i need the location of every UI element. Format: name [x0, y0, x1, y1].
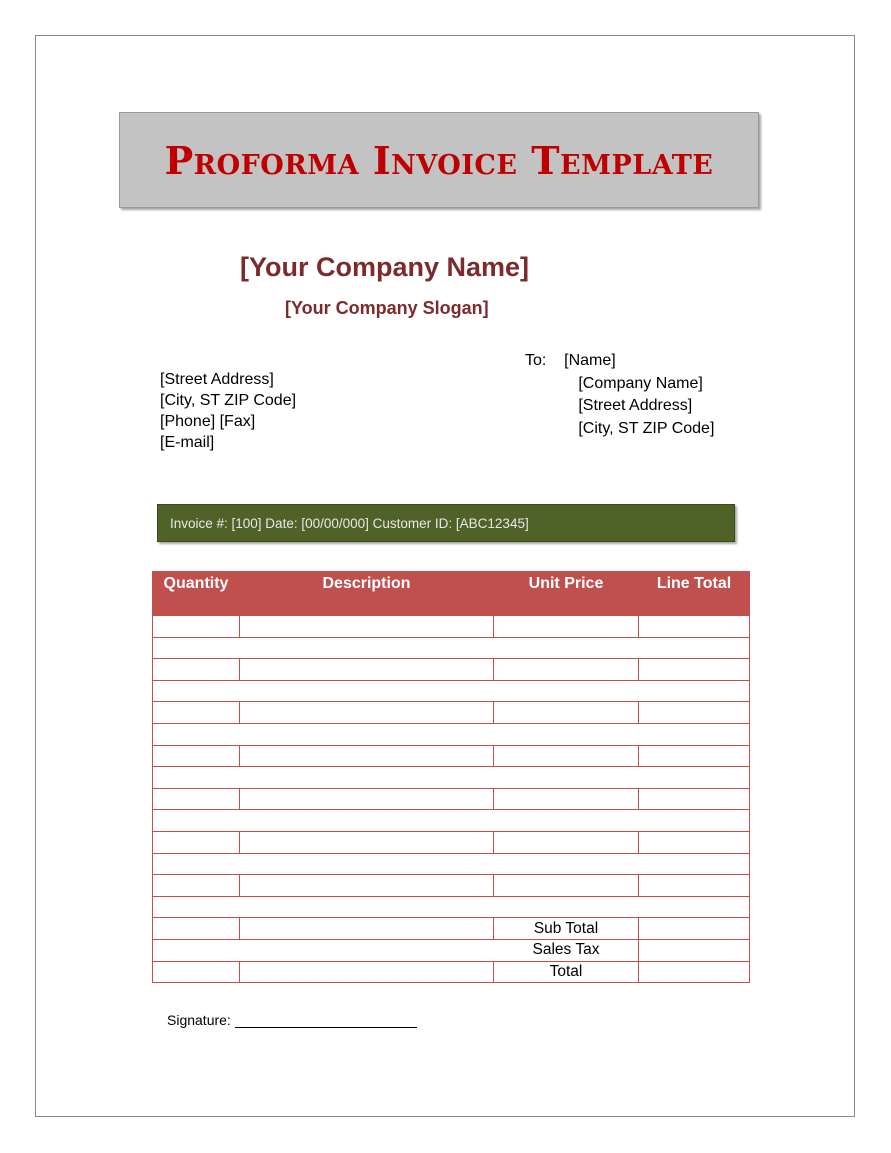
quantity-cell — [153, 918, 240, 940]
line-total-cell[interactable] — [639, 831, 750, 853]
recipient-name: [Name] — [564, 352, 616, 369]
table-row — [153, 788, 750, 810]
quantity-cell — [153, 961, 240, 983]
spacer-cell — [153, 723, 750, 745]
quantity-cell[interactable] — [153, 875, 240, 897]
signature-label: Signature: — [167, 1012, 231, 1028]
unit-price-cell[interactable] — [494, 745, 639, 767]
spacer-cell — [153, 767, 750, 789]
column-header-description: Description — [240, 572, 494, 616]
spacer-cell — [153, 853, 750, 875]
sender-address — [160, 369, 310, 453]
description-cell[interactable] — [240, 831, 494, 853]
line-total-cell[interactable] — [639, 659, 750, 681]
table-header-row — [153, 572, 750, 616]
description-cell[interactable] — [240, 616, 494, 638]
unit-price-cell[interactable] — [494, 788, 639, 810]
sales-tax-value-cell[interactable] — [639, 939, 750, 961]
line-total-cell[interactable] — [639, 745, 750, 767]
company-slogan: [Your Company Slogan] — [285, 298, 489, 318]
invoice-info-text: Invoice #: [100] Date: [00/00/000] Customer ID: [ABC12345] — [170, 515, 529, 531]
sender-city: [City, ST ZIP Code] — [160, 392, 297, 409]
signature-field — [167, 1012, 417, 1028]
quantity-cell[interactable] — [153, 788, 240, 810]
table-row — [153, 896, 750, 918]
quantity-cell[interactable] — [153, 702, 240, 724]
description-cell[interactable] — [240, 659, 494, 681]
sales-tax-label — [153, 939, 639, 961]
recipient-company: [Company Name] — [578, 374, 703, 392]
table-row — [153, 723, 750, 745]
line-total-cell[interactable] — [639, 702, 750, 724]
total-row — [153, 961, 750, 983]
table-row — [153, 637, 750, 659]
sales-tax-row — [153, 939, 750, 961]
sender-street: [Street Address] — [160, 371, 274, 388]
description-cell — [240, 961, 494, 983]
table-row — [153, 853, 750, 875]
table-row — [153, 875, 750, 897]
column-header-line-total: Line Total — [639, 572, 750, 616]
quantity-cell[interactable] — [153, 616, 240, 638]
description-cell[interactable] — [240, 788, 494, 810]
table-row — [153, 745, 750, 767]
sender-email: [E-mail] — [160, 434, 215, 451]
sales-tax-text: Sales Tax — [532, 941, 600, 959]
recipient-street: [Street Address] — [578, 397, 693, 414]
table-row — [153, 702, 750, 724]
unit-price-cell[interactable] — [494, 702, 639, 724]
sender-phone-fax: [Phone] [Fax] — [160, 413, 256, 430]
subtotal-label: Sub Total — [494, 918, 639, 940]
description-cell[interactable] — [240, 875, 494, 897]
company-name: [Your Company Name] — [240, 252, 530, 282]
table-row — [153, 659, 750, 681]
unit-price-cell[interactable] — [494, 831, 639, 853]
spacer-cell — [153, 637, 750, 659]
table-row — [153, 616, 750, 638]
signature-line[interactable] — [235, 1013, 417, 1028]
quantity-cell[interactable] — [153, 745, 240, 767]
document-title: Proforma Invoice Template — [164, 137, 714, 183]
invoice-info-bar — [157, 504, 735, 542]
table-row — [153, 680, 750, 702]
description-cell — [240, 918, 494, 940]
unit-price-cell[interactable] — [494, 616, 639, 638]
spacer-cell — [153, 810, 750, 832]
spacer-cell — [153, 680, 750, 702]
recipient-block — [525, 350, 715, 440]
description-cell[interactable] — [240, 702, 494, 724]
table-row — [153, 767, 750, 789]
recipient-city: [City, ST ZIP Code] — [578, 419, 715, 437]
line-total-cell[interactable] — [639, 875, 750, 897]
subtotal-row — [153, 918, 750, 940]
table-row — [153, 831, 750, 853]
spacer-cell — [153, 896, 750, 918]
quantity-cell[interactable] — [153, 659, 240, 681]
description-cell[interactable] — [240, 745, 494, 767]
column-header-quantity: Quantity — [153, 572, 240, 616]
subtotal-value-cell[interactable] — [639, 918, 750, 940]
total-label: Total — [494, 961, 639, 983]
to-label: To: — [525, 352, 547, 369]
quantity-cell[interactable] — [153, 831, 240, 853]
column-header-unit-price: Unit Price — [494, 572, 639, 616]
title-banner — [119, 112, 759, 208]
total-value-cell[interactable] — [639, 961, 750, 983]
line-items-table — [152, 571, 750, 983]
table-row — [153, 810, 750, 832]
line-total-cell[interactable] — [639, 788, 750, 810]
unit-price-cell[interactable] — [494, 659, 639, 681]
unit-price-cell[interactable] — [494, 875, 639, 897]
line-total-cell[interactable] — [639, 616, 750, 638]
